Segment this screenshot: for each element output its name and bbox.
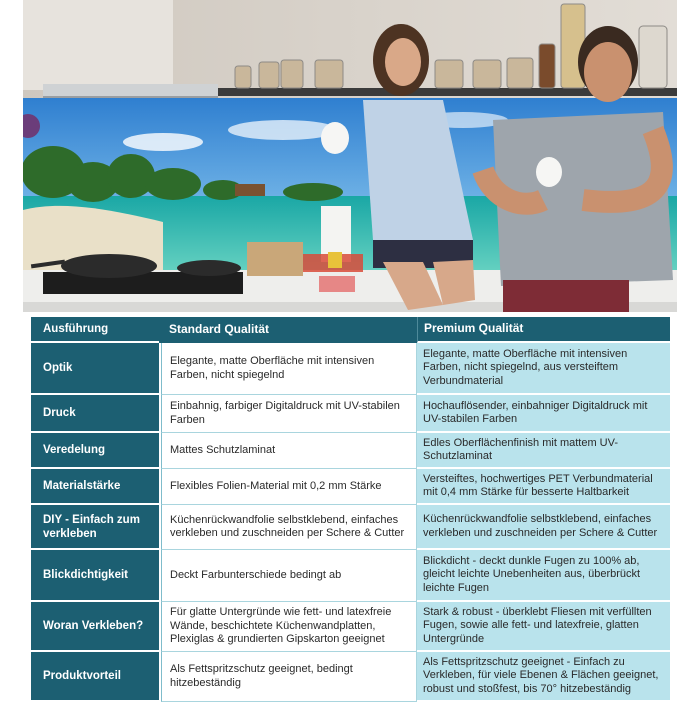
row-label: Blickdichtigkeit (31, 550, 159, 602)
standard-cell: Küchenrückwandfolie selbstklebend, einfaches verkleben und zuschneiden per Schere & Cutter (161, 505, 417, 550)
row-label: Veredelung (31, 433, 159, 469)
header-standard: Standard Qualität (159, 317, 417, 343)
premium-cell: Hochauflösender, einbahniger Digitaldruck mit UV-stabilen Farben (417, 395, 670, 433)
table-row (31, 395, 670, 433)
standard-cell: Mattes Schutzlaminat (161, 433, 417, 469)
table-header-row (31, 317, 670, 343)
premium-cell: Blickdicht - deckt dunkle Fugen zu 100% ab, gleicht leichte Unebenheiten aus, überbrückt leichte Fugen (417, 550, 670, 602)
premium-cell: Versteiftes, hochwertiges PET Verbundmaterial mit 0,4 mm Stärke für besserte Haltbarkeit (417, 469, 670, 505)
table-row (31, 652, 670, 702)
premium-cell: Elegante, matte Oberfläche mit intensiven Farben, nicht spiegelnd, aus versteiftem Verbundmaterial (417, 343, 670, 395)
row-label: Produktvorteil (31, 652, 159, 702)
table-row (31, 433, 670, 469)
header-premium: Premium Qualität (417, 317, 670, 343)
premium-cell: Als Fettspritzschutz geeignet - Einfach zu Verkleben, für viele Ebenen & Flächen geeignet, robust und stoßfest, bis 70° hitzebeständig (417, 652, 670, 702)
comparison-table (31, 317, 670, 702)
table-row (31, 550, 670, 602)
row-label: Optik (31, 343, 159, 395)
standard-cell: Für glatte Untergründe wie fett- und latexfreie Wände, beschichtete Küchenwandplatten, Plexiglas & grundierten Gipskarton geeignet (161, 602, 417, 652)
table-row (31, 343, 670, 395)
premium-cell: Edles Oberflächenfinish mit mattem UV-Schutzlaminat (417, 433, 670, 469)
table-row (31, 469, 670, 505)
standard-cell: Flexibles Folien-Material mit 0,2 mm Stärke (161, 469, 417, 505)
table-row (31, 505, 670, 550)
table-row (31, 602, 670, 652)
standard-cell: Elegante, matte Oberfläche mit intensiven Farben, nicht spiegelnd (161, 343, 417, 395)
standard-cell: Einbahnig, farbiger Digitaldruck mit UV-stabilen Farben (161, 395, 417, 433)
premium-cell: Küchenrückwandfolie selbstklebend, einfaches verkleben und zuschneiden per Schere & Cutter (417, 505, 670, 550)
row-label: Woran Verkleben? (31, 602, 159, 652)
row-label: Materialstärke (31, 469, 159, 505)
product-photo (23, 0, 677, 312)
row-label: DIY - Einfach zum verkleben (31, 505, 159, 550)
row-label: Druck (31, 395, 159, 433)
standard-cell: Als Fettspritzschutz geeignet, bedingt hitzebeständig (161, 652, 417, 702)
header-ausfuehrung: Ausführung (31, 317, 159, 343)
premium-cell: Stark & robust - überklebt Fliesen mit verfüllten Fugen, sowie alle fett- und latexfreie, glatten Untergründe (417, 602, 670, 652)
standard-cell: Deckt Farbunterschiede bedingt ab (161, 550, 417, 602)
